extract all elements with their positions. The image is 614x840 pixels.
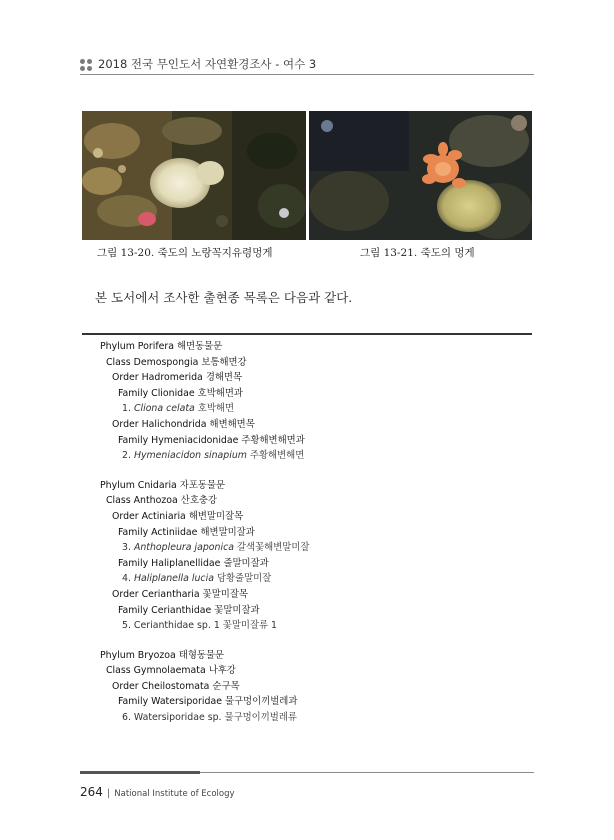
header-title: 2018 전국 무인도서 자연환경조사 - 여수 3 bbox=[98, 57, 317, 71]
footer-organization: National Institute of Ecology bbox=[114, 789, 235, 799]
class-row: Class Demospongia 보통해면강 bbox=[106, 356, 247, 368]
running-header bbox=[80, 55, 534, 75]
species-list bbox=[82, 339, 532, 726]
species-row: 5. Cerianthidae sp. 1 꽃말미잘류 1 bbox=[122, 620, 278, 632]
phylum-row: Phylum Cnidaria 자포동물문 bbox=[100, 479, 226, 491]
header-rule bbox=[80, 74, 534, 75]
species-row: 1. Cliona celata 호박해면 bbox=[122, 403, 235, 415]
species-row: 2. Hymeniacidon sinapium 주황해변해면 bbox=[122, 450, 305, 462]
page-number: 264 bbox=[80, 785, 103, 799]
family-row: Family Actiniidae 해변말미잘과 bbox=[118, 526, 255, 538]
intro-sentence: 본 도서에서 조사한 출현종 목록은 다음과 같다. bbox=[95, 290, 353, 305]
footer-rule-accent bbox=[80, 771, 200, 774]
family-row: Family Cerianthidae 꽃말미잘과 bbox=[118, 604, 260, 616]
species-row: 4. Haliplanella lucia 담황줄말미잘 bbox=[122, 573, 272, 585]
family-row: Family Hymeniacidonidae 주황해변해면과 bbox=[118, 434, 305, 446]
family-row: Family Clionidae 호박해면과 bbox=[118, 387, 243, 399]
family-row: Family Haliplanellidae 줄말미잘과 bbox=[118, 557, 269, 569]
order-row: Order Halichondrida 해변해면목 bbox=[112, 418, 255, 430]
footer bbox=[80, 781, 235, 800]
species-row: 6. Watersiporidae sp. 물구멍이끼벌레류 bbox=[122, 712, 297, 724]
order-row: Order Cheilostomata 순구목 bbox=[112, 680, 240, 692]
phylum-row: Phylum Bryozoa 태형동물문 bbox=[100, 649, 225, 661]
figure-photo-sea-squirt-yellow bbox=[82, 111, 306, 240]
order-row: Order Actiniaria 해변말미잘목 bbox=[112, 510, 244, 522]
order-row: Order Hadromerida 경해면목 bbox=[112, 372, 243, 384]
species-row: 3. Anthopleura japonica 갈색꽃해변말미잘 bbox=[122, 542, 310, 554]
class-row: Class Gymnolaemata 나후강 bbox=[106, 665, 236, 677]
footer-separator: | bbox=[106, 788, 111, 799]
spacer bbox=[82, 464, 532, 478]
figure-caption: 그림 13-21. 죽도의 멍게 bbox=[360, 247, 475, 259]
class-row: Class Anthozoa 산호충강 bbox=[106, 495, 217, 507]
family-row: Family Watersiporidae 물구멍이끼벌레과 bbox=[118, 696, 298, 708]
order-row: Order Ceriantharia 꽃말미잘목 bbox=[112, 588, 248, 600]
list-top-rule bbox=[82, 333, 532, 335]
header-dots-icon bbox=[80, 59, 92, 71]
spacer bbox=[82, 634, 532, 648]
figure-photo-sea-squirt bbox=[309, 111, 532, 240]
figure-caption: 그림 13-20. 죽도의 노랑꼭지유령멍게 bbox=[97, 247, 273, 259]
phylum-row: Phylum Porifera 해면동물문 bbox=[100, 341, 223, 352]
